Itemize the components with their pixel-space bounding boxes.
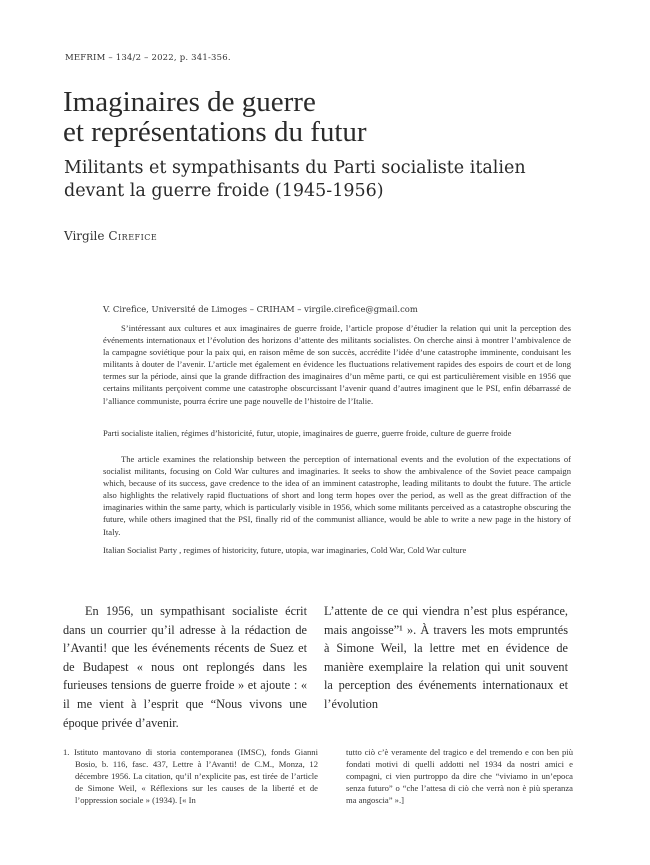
author-affiliation: V. Cirefice, Université de Limoges – CRIHAM – virgile.cirefice@gmail.com <box>103 304 418 314</box>
body-text-right-column: L’attente de ce qui viendra n’est plus espérance, mais angoisse”¹ ». À travers les mots empruntés à Simone Weil, la lettre met en évidence de manière exemplaire la relation qui unit souvent la perception des événements internationaux et l’évolution <box>324 604 568 711</box>
title-line-2: et représentations du futur <box>63 116 367 148</box>
abstract-french: S’intéressant aux cultures et aux imaginaires de guerre froide, l’article propose d’étudier la relation qui unit la perception des événements internationaux et l’évolution des horizons d’attente des militants socialistes. On cherche ainsi à montrer l’ambivalence de la campagne soviétique pour la paix qui, en raison même de son succès, accrédite l’idée d’une catastrophe imminente, conduisant les militants à douter de l’avenir. L’article met également en évidence les fluctuations relativement rapides des espoirs de court et de long termes sur la période, ainsi que la grande diffraction des imaginaires d’un même parti, ce qui est particulièrement visible en 1956 que certains militants perçoivent comme une catastrophe obscurcissant l’avenir quand d’autres imaginent que le PSI, enfin débarrassé de l’alliance communiste, pourra écrire une page nouvelle de l’histoire de l’Italie. <box>103 323 571 406</box>
author-first-name: Virgile <box>64 229 105 243</box>
author-name <box>64 229 157 243</box>
keywords-french: Parti socialiste italien, régimes d’historicité, futur, utopie, imaginaires de guerre, guerre froide, culture de guerre froide <box>103 428 512 438</box>
keywords-english: Italian Socialist Party , regimes of historicity, future, utopia, war imaginaries, Cold War, Cold War culture <box>103 545 467 555</box>
article-subtitle <box>64 157 624 203</box>
footnote-1-part-1: 1. Istituto mantovano di storia contemporanea (IMSC), fonds Gianni Bosio, b. 116, fasc. 437, Lettre à l’Avanti! de C.M., Monza, 12 décembre 1956. La citation, qu’il n’explicite pas, est tirée de l’article de Simone Weil, « Réflexions sur les causes de la liberté et de l’oppression sociale » (1934). [« In <box>63 747 318 806</box>
abstract-english: The article examines the relationship between the perception of international events and the evolution of the expectations of socialist militants, focusing on Cold War cultures and imaginaries. It seeks to show the ambivalence of the Soviet peace campaign which, because of its success, gave credence to the idea of an imminent catastrophe, leading militants to doubt the future. The article also highlights the relatively rapid fluctuations of short and long term hopes over the period, as well as the great diffraction of the imaginaries within the same party, which is particularly visible in 1956, which some militants perceived as a catastrophe obscuring the future, while others imagined that the PSI, finally rid of the communist alliance, would be able to write a new page in the history of Italy. <box>103 454 571 537</box>
body-text-left-column: En 1956, un sympathisant socialiste écrit dans un courrier qu’il adresse à la rédaction de l’Avanti! que les événements récents de Suez et de Budapest « nous ont replongés dans les furieuses tensions de guerre froide » et ajoute : « il me vient à l’esprit que “Nous vivons une époque privée d’avenir. <box>63 604 307 730</box>
journal-reference: MEFRIM – 134/2 – 2022, p. 341-356. <box>65 53 231 63</box>
footnote-1-part-2: tutto ciò c’è veramente del tragico e del tremendo e con ben più fondati motivi di quelli addotti nel 1934 da nostri amici e compagni, ci vien purtroppo da dire che “viviamo in un’epoca senza futuro” o “che l’attesa di ciò che verrà non è più speranza ma angoscia” ».] <box>346 747 573 806</box>
subtitle-line-2: devant la guerre froide (1945-1956) <box>64 181 384 201</box>
article-title <box>63 87 603 147</box>
subtitle-line-1: Militants et sympathisants du Parti socialiste italien <box>64 158 526 178</box>
title-line-1: Imaginaires de guerre <box>63 86 316 118</box>
author-last-name: Cirefice <box>108 229 158 243</box>
